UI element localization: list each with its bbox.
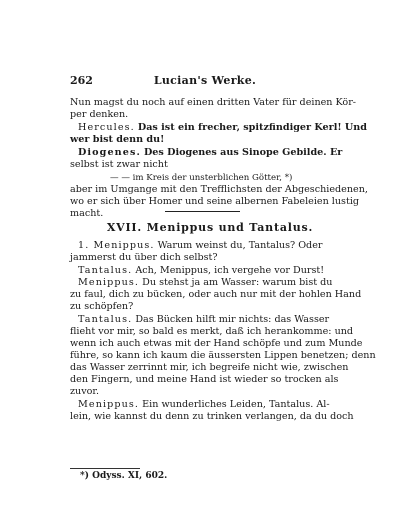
speech-text: Das Bücken hilft mir nichts: das Wasser (135, 314, 330, 325)
speech-text: zu faul, dich zu bücken, oder auch nur mit der hohlen Hand (70, 289, 362, 300)
speech-text: Ach, Menippus, ich vergehe vor Durst! (135, 265, 325, 276)
speech-text: Du stehst ja am Wasser: warum bist du (142, 277, 333, 288)
footnote: *) Odyss. XI, 602. (80, 471, 168, 481)
speech-text: jammerst du über dich selbst? (70, 252, 218, 263)
speaker-name: Tantalus. (78, 314, 133, 325)
speech-text: Warum weinst du, Tantalus? Oder (157, 240, 323, 251)
speaker-name: Menippus. (78, 399, 140, 410)
footnote-divider (70, 468, 140, 469)
dialogue-line (70, 326, 353, 338)
verse-quote: — — im Kreis der unsterblichen Götter, *) (110, 173, 293, 183)
text-line: aber im Umgange mit den Trefflichsten der Abgeschiedenen, (70, 184, 368, 195)
dialogue-line (70, 350, 376, 362)
page-number: 262 (70, 74, 93, 87)
dialogue-line (70, 386, 99, 398)
text-line: wer bist denn du! (70, 134, 165, 145)
dialogue-line (70, 252, 218, 264)
speaker-name: Diogenes. (78, 147, 141, 158)
section-divider (165, 211, 240, 212)
dialogue-line (78, 277, 333, 289)
speaker-name: Tantalus. (78, 265, 133, 276)
text-line: per denken. (70, 109, 129, 120)
dialogue-line (78, 399, 330, 411)
dialogue-line (70, 374, 338, 386)
text-line: macht. (70, 208, 104, 219)
section-heading: XVII. Menippus und Tantalus. (106, 221, 314, 234)
dialogue-line (70, 411, 354, 423)
text-line: wo er sich über Homer und seine albernen Fabeleien lustig (70, 196, 360, 207)
dialogue-line (78, 240, 322, 252)
page-header (70, 74, 340, 88)
speech-text: zuvor. (70, 386, 100, 397)
speaker-name: Hercules. (78, 122, 135, 133)
speech-text: wenn ich auch etwas mit der Hand schöpfe und zum Munde (70, 338, 363, 349)
dialogue-line (70, 301, 133, 313)
speech-text: zu schöpfen? (70, 301, 134, 312)
dialogue-line (78, 265, 324, 277)
speech-text: den Fingern, und meine Hand ist wieder so trocken als (70, 374, 339, 385)
dialogue-line (78, 314, 329, 326)
dialogue-line (70, 338, 362, 350)
text-line: selbst ist zwar nicht (70, 159, 168, 170)
dialogue-line (70, 289, 361, 301)
speech-diogenes (78, 147, 342, 159)
speech-text: Ein wunderliches Leiden, Tantalus. Al- (142, 399, 330, 410)
speech-text: das Wasser zerrinnt mir, ich begreife nicht wie, zwischen (70, 362, 349, 373)
speech-text: Das ist ein frecher, spitzfindiger Kerl! Und (137, 122, 367, 133)
dialogue-line (70, 362, 348, 374)
speech-hercules (78, 122, 367, 134)
speaker-name: Menippus. (78, 277, 140, 288)
speech-text: Des Diogenes aus Sinope Gebilde. Er (143, 147, 343, 158)
text-line: Nun magst du noch auf einen dritten Vater für deinen Kör- (70, 97, 357, 108)
speech-text: lein, wie kannst du denn zu trinken verlangen, da du doch (70, 411, 354, 422)
speaker-name: 1. Menippus. (78, 240, 155, 251)
speech-text: flieht vor mir, so bald es merkt, daß ich herankomme: und (70, 326, 354, 337)
running-title: Lucian's Werke. (153, 74, 257, 87)
speech-text: führe, so kann ich kaum die äussersten Lippen benetzen; denn (70, 350, 376, 361)
